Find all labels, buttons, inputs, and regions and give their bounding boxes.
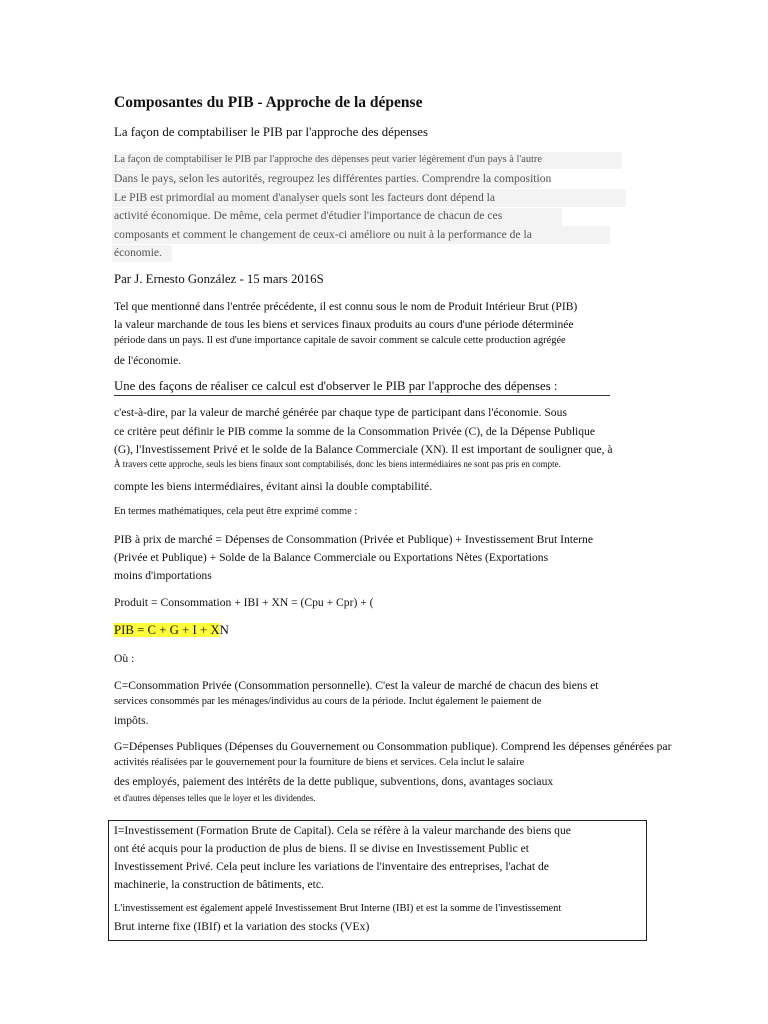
i-definition-line: machinerie, la construction de bâtiments, etc.	[114, 878, 324, 891]
paragraph-line: (Privée et Publique) + Solde de la Balance Commerciale ou Exportations Nètes (Exportations	[114, 551, 549, 564]
g-definition-line: activités réalisées par le gouvernement pour la fourniture de biens et services. Cela inclut le salaire	[114, 757, 525, 768]
intro-line: La façon de comptabiliser le PIB par l'approche des dépenses peut varier légèrement d'un pays à l'autre	[114, 154, 542, 165]
underline-rule	[114, 395, 610, 396]
paragraph-line: Tel que mentionné dans l'entrée précédente, il est connu sous le nom de Produit Intérieur Brut (PIB)	[114, 300, 578, 313]
highlighted-formula: PIB = C + G + I + X	[114, 623, 220, 637]
ou-label: Où :	[114, 652, 135, 665]
intro-line: Le PIB est primordial au moment d'analyser quels sont les facteurs dont dépend la	[114, 191, 496, 204]
paragraph-line: PIB à prix de marché = Dépenses de Consommation (Privée et Publique) + Investissement Brut Interne	[114, 533, 593, 546]
paragraph-line: la valeur marchande de tous les biens et services finaux produits au cours d'une période déterminée	[114, 318, 574, 331]
g-definition-line: G=Dépenses Publiques (Dépenses du Gouvernement ou Consommation publique). Comprend les dépenses générées par	[114, 740, 672, 753]
i-definition-line: ont été acquis pour la production de plus de biens. Il se divise en Investissement Public et	[114, 842, 530, 855]
paragraph-line: c'est-à-dire, par la valeur de marché générée par chaque type de participant dans l'économie. Sous	[114, 406, 567, 419]
intro-line: activité économique. De même, cela permet d'étudier l'importance de chacun de ces	[114, 209, 503, 222]
intro-line: Dans le pays, selon les autorités, regroupez les différentes parties. Comprendre la composition	[114, 172, 552, 185]
paragraph-line: À travers cette approche, seuls les biens finaux sont comptabilisés, donc les biens intermédiaires ne sont pas pris en compte.	[114, 459, 561, 469]
c-definition-line: impôts.	[114, 714, 149, 727]
i-definition-line: I=Investissement (Formation Brute de Capital). Cela se réfère à la valeur marchande des biens que	[114, 824, 571, 837]
intro-line: composants et comment le changement de ceux-ci améliore ou nuit à la performance de la	[114, 228, 532, 241]
paragraph-line: ce critère peut définir le PIB comme la somme de la Consommation Privée (C), de la Dépense Publique	[114, 425, 596, 438]
document-title: Composantes du PIB - Approche de la dépense	[114, 94, 423, 111]
c-definition-line: services consommés par les ménages/individus au cours de la période. Inclut également le paiement de	[114, 696, 542, 707]
paragraph-line: période dans un pays. Il est d'une importance capitale de savoir comment se calcule cette production agrégée	[114, 335, 566, 346]
formula-tail: N	[219, 623, 229, 637]
g-definition-line: des employés, paiement des intérêts de la dette publique, subventions, dons, avantages sociaux	[114, 775, 554, 788]
paragraph-line: (G), l'Investissement Privé et le solde de la Balance Commerciale (XN). Il est important de souligner que, à	[114, 443, 613, 456]
ibi-definition-line: L'investissement est également appelé Investissement Brut Interne (IBI) et est la somme de l'investissement	[114, 903, 562, 914]
document-subtitle: La façon de comptabiliser le PIB par l'approche des dépenses	[114, 125, 428, 139]
paragraph-line: moins d'importations	[114, 569, 212, 582]
byline: Par J. Ernesto González - 15 mars 2016S	[114, 272, 324, 286]
ibi-definition-line: Brut interne fixe (IBIf) et la variation des stocks (VEx)	[114, 920, 370, 933]
g-definition-line: et d'autres dépenses telles que le loyer et les dividendes.	[114, 793, 316, 803]
math-intro: En termes mathématiques, cela peut être exprimé comme :	[114, 506, 358, 517]
formula-line: Produit = Consommation + IBI + XN = (Cpu + Cpr) + (	[114, 596, 374, 609]
formula-pib	[114, 624, 229, 637]
underlined-line: Une des façons de réaliser ce calcul est d'observer le PIB par l'approche des dépenses :	[114, 379, 558, 393]
intro-line: économie.	[114, 246, 162, 259]
paragraph-line: compte les biens intermédiaires, évitant ainsi la double comptabilité.	[114, 480, 433, 493]
i-definition-line: Investissement Privé. Cela peut inclure les variations de l'inventaire des entreprises, l'achat de	[114, 860, 549, 873]
c-definition-line: C=Consommation Privée (Consommation personnelle). C'est la valeur de marché de chacun des biens et	[114, 679, 599, 692]
paragraph-line: de l'économie.	[114, 354, 182, 367]
